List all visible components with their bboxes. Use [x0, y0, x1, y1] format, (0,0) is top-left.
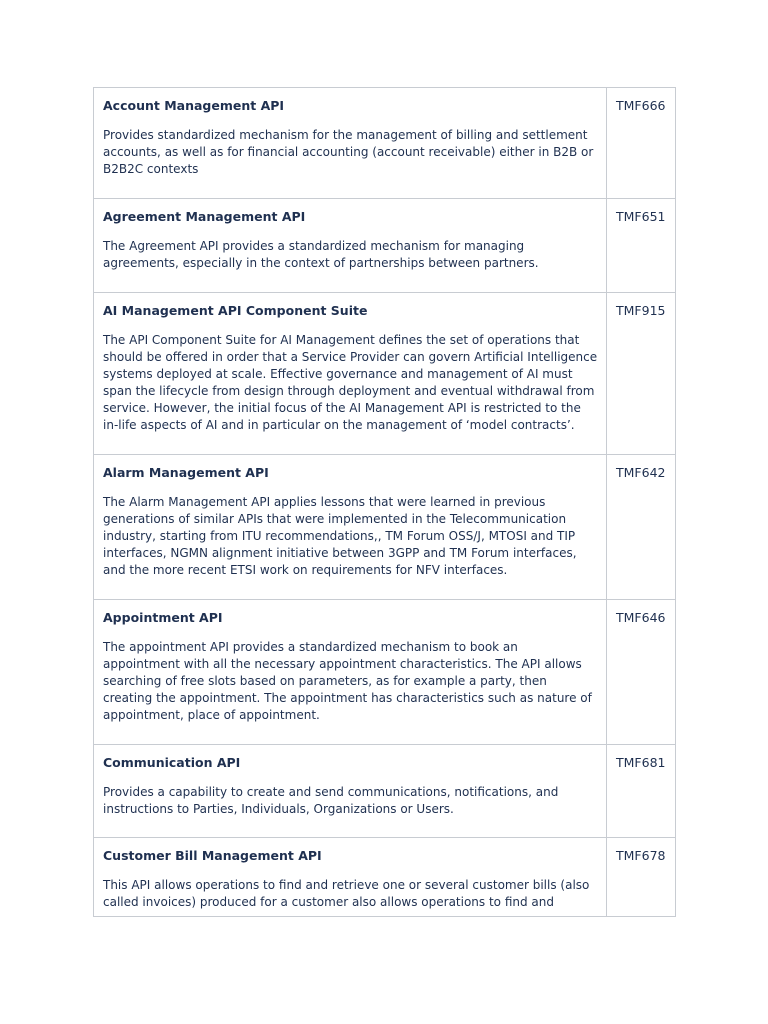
- api-description-cell: [94, 293, 607, 455]
- api-description: This API allows operations to find and retrieve one or several customer bills (also called invoices) produced for a customer also allows operations to find and: [103, 878, 590, 909]
- api-code-cell: [607, 293, 676, 455]
- api-code-cell: [607, 455, 676, 600]
- api-code-cell: [607, 199, 676, 293]
- api-description-cell: [94, 455, 607, 600]
- api-description: The appointment API provides a standardized mechanism to book an appointment with all the necessary appointment characteristics. The API allows searching of free slots based on parameters, as for example a party, then creating the appointment. The appointment has characteristics such as nature of appointment, place of appointment.: [103, 640, 592, 722]
- table-row: [94, 745, 676, 838]
- api-description-cell: [94, 600, 607, 745]
- table-row: [94, 199, 676, 293]
- api-description: Provides standardized mechanism for the management of billing and settlement accounts, as well as for financial accounting (account receivable) either in B2B or B2B2C contexts: [103, 128, 594, 176]
- api-code-cell: [607, 600, 676, 745]
- api-description: The Agreement API provides a standardized mechanism for managing agreements, especially in the context of partnerships between partners.: [103, 239, 539, 270]
- api-description-cell: [94, 199, 607, 293]
- api-code-cell: [607, 745, 676, 838]
- api-code: TMF642: [616, 465, 666, 480]
- api-code: TMF681: [616, 755, 666, 770]
- api-description-cell: [94, 745, 607, 838]
- api-description-cell: [94, 838, 607, 917]
- api-title: Communication API: [103, 755, 241, 770]
- api-title: Appointment API: [103, 610, 223, 625]
- table-row: [94, 293, 676, 455]
- table-row: [94, 600, 676, 745]
- api-code: TMF651: [616, 209, 666, 224]
- api-code: TMF666: [616, 98, 666, 113]
- api-description: Provides a capability to create and send communications, notifications, and instructions to Parties, Individuals, Organizations or Users.: [103, 785, 559, 816]
- api-description: The API Component Suite for AI Management defines the set of operations that should be offered in order that a Service Provider can govern Artificial Intelligence systems deployed at scale. Effective governance and management of AI must span the lifecycle from design through deployment and eventual withdrawal from service. However, the initial focus of the AI Management API is restricted to the in-life aspects of AI and in particular on the management of ‘model contracts’.: [103, 333, 598, 432]
- table-row: [94, 455, 676, 600]
- api-code: TMF646: [616, 610, 666, 625]
- api-code: TMF915: [616, 303, 666, 318]
- api-title: Alarm Management API: [103, 465, 269, 480]
- table-row: [94, 88, 676, 199]
- api-title: Agreement Management API: [103, 209, 306, 224]
- api-title: Customer Bill Management API: [103, 848, 322, 863]
- api-description-cell: [94, 88, 607, 199]
- api-description: The Alarm Management API applies lessons that were learned in previous generations of similar APIs that were implemented in the Telecommunication industry, starting from ITU recommendations,, TM Forum OSS/J, MTOSI and TIP interfaces, NGMN alignment initiative between 3GPP and TM Forum interfaces, and the more recent ETSI work on requirements for NFV interfaces.: [103, 495, 577, 577]
- table-row: [94, 838, 676, 917]
- api-code: TMF678: [616, 848, 666, 863]
- api-title: AI Management API Component Suite: [103, 303, 368, 318]
- api-code-cell: [607, 838, 676, 917]
- api-table: [93, 87, 676, 917]
- api-code-cell: [607, 88, 676, 199]
- api-title: Account Management API: [103, 98, 285, 113]
